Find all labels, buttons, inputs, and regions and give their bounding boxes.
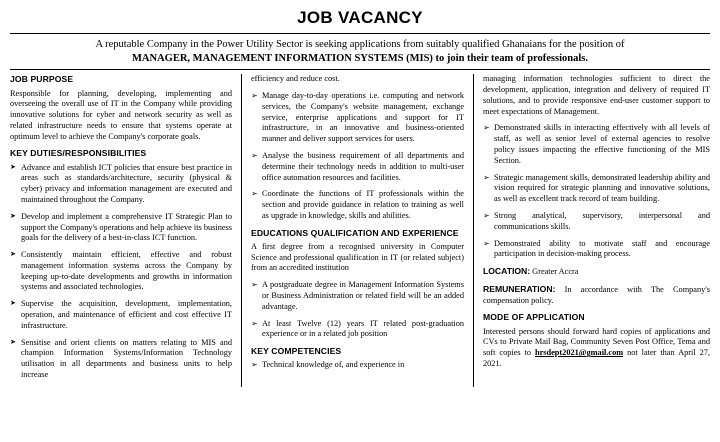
competencies-continuation-text: managing information technologies sufficient to direct the development, application, integration and delivery of required IT solutions, and to provide responsive end-user customer support to meet expectations of Management.: [483, 74, 710, 116]
list-item: ➢ Coordinate the functions of IT professionals within the section and provide guidance in relation to training as well as upgrade in knowledge, skills and abilities.: [251, 189, 464, 221]
list-item: ➢ Strategic management skills, demonstrated leadership ability and vision required for strategic planning and innovative solutions, as well as excellent track record of team building.: [483, 173, 710, 205]
key-competencies-list: [251, 360, 464, 371]
duties-continuation-text: efficiency and reduce cost.: [251, 74, 340, 84]
divider-top: [10, 33, 710, 34]
mode-of-application-text: [483, 327, 710, 370]
column-three: [474, 74, 710, 386]
key-duties-list: [10, 163, 232, 381]
key-duties-list-continued: [251, 91, 464, 222]
list-item: ➢ Strong analytical, supervisory, interpersonal and communications skills.: [483, 211, 710, 233]
list-item: ➢ Demonstrated skills in interacting effectively with all levels of staff, as well as senior level of external agencies to resolve policy issues impacting the effective functioning of the MIS Section.: [483, 123, 710, 166]
column-one: [10, 74, 242, 386]
list-item: ➤ Supervise the acquisition, development, implementation, operation, and maintenance of efficient and cost effective IT infrastructure.: [10, 299, 232, 331]
list-item: ➤ Consistently maintain efficient, effective and robust management information systems across the Company by keeping up-to-date developments and growths in information systems and associated technologies.: [10, 250, 232, 293]
list-item: ➢ A postgraduate degree in Management Information Systems or Business Administration or related field will be an added advantage.: [251, 280, 464, 312]
list-item: ➢ Demonstrated ability to motivate staff and encourage participation in decision-making process.: [483, 239, 710, 261]
mode-of-application-heading: MODE OF APPLICATION: [483, 312, 585, 323]
application-text-after: not later than April 27, 2021.: [483, 348, 710, 368]
education-text: A first degree from a recognised university in Computer Science and professional qualification in IT (or related subject) from an accredited institution: [251, 241, 464, 273]
list-item: ➢ Manage day-to-day operations i.e. computing and network services, the Company's website management, exchange service, enterprise applications and support for IT infrastructure, in an innovative and business-oriented manner and deliver support services for users.: [251, 91, 464, 145]
list-item: ➢ Analyse the business requirement of all departments and determine their technology needs in addition to multi-user office automation resources and facilities.: [251, 151, 464, 183]
remuneration-value: In accordance with The Company's compensation policy.: [483, 284, 710, 305]
key-duties-heading: KEY DUTIES/RESPONSIBILITIES: [10, 148, 147, 159]
intro-paragraph: [10, 38, 710, 66]
list-item: ➢ Technical knowledge of, and experience in: [251, 360, 464, 371]
education-heading: EDUCATIONS QUALIFICATION AND EXPERIENCE: [251, 227, 459, 238]
education-list: [251, 280, 464, 340]
job-purpose-heading: JOB PURPOSE: [10, 74, 74, 85]
column-two: [242, 74, 474, 386]
divider-bottom: [10, 69, 710, 70]
list-item: ➤ Advance and establish ICT policies that ensure best practice in areas such as standards/architecture, security (physical & cyber) privacy and information management are executed and maintained throughout the Company.: [10, 163, 232, 206]
remuneration-label: REMUNERATION:: [483, 283, 556, 294]
list-item: ➢ At least Twelve (12) years IT related post-graduation experience or in a related job position: [251, 319, 464, 341]
application-email-link[interactable]: hrsdept2021@gmail.com: [534, 348, 624, 358]
page-title: JOB VACANCY: [297, 8, 423, 27]
application-text-before: Interested persons should forward hard copies of applications and CVs to Private Mail Bag, Community Seven Post Office, Tema and soft copies to: [483, 326, 710, 358]
list-item: ➤ Develop and implement a comprehensive IT Strategic Plan to support the Company's operations and help achieve its business goals for the delivery of a best-in-class ICT function.: [10, 212, 232, 244]
list-item: ➤ Sensitise and orient clients on matters relating to MIS and champion Information Systems/Information Technology utilisation in all departments and business units to help increase: [10, 338, 232, 381]
location-line: [483, 266, 710, 278]
intro-line-1: A reputable Company in the Power Utility Sector is seeking applications from suitably qualified Ghanaians for the position of: [95, 39, 625, 50]
location-label: LOCATION:: [483, 266, 531, 277]
remuneration-line: [483, 284, 710, 307]
key-competencies-list-continued: [483, 123, 710, 260]
key-competencies-heading: KEY COMPETENCIES: [251, 346, 342, 357]
job-purpose-text: Responsible for planning, developing, implementing and overseeing the overall use of IT in the Company while providing innovative solutions for cyber and network security as well as related infrastructure needs to ensure that systems operate at optimum level to achieve the Company's corporate goals.: [10, 88, 232, 141]
location-value: Greater Accra: [530, 267, 579, 277]
content-columns: [10, 74, 710, 386]
intro-line-2: MANAGER, MANAGEMENT INFORMATION SYSTEMS (MIS) to join their team of professionals.: [132, 53, 588, 65]
